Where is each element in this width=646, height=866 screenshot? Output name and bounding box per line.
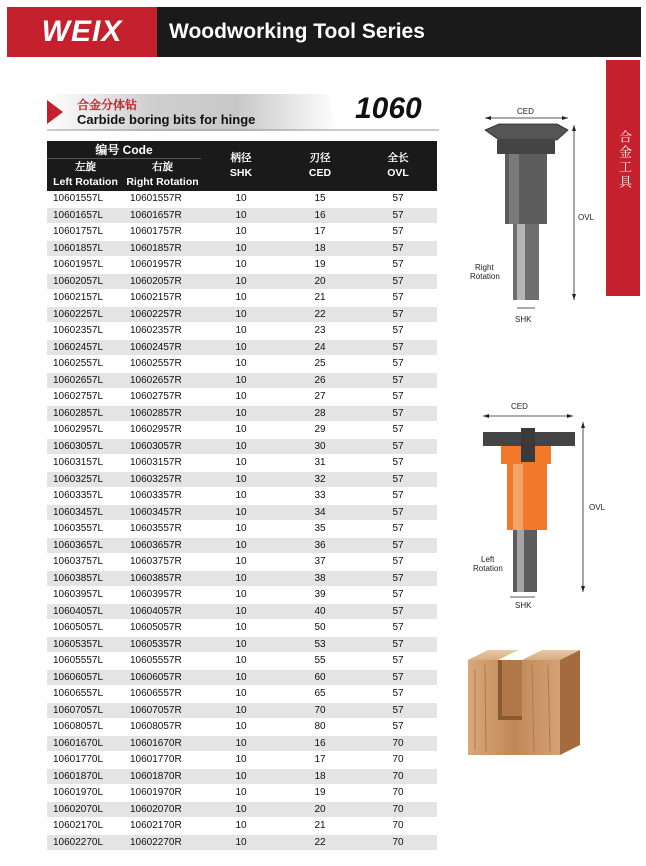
left-code-cell: 10605357L [47, 636, 124, 653]
left-code-cell: 10601970L [47, 785, 124, 802]
rotation-label-1: Right [475, 263, 494, 272]
ovl-cell: 57 [359, 290, 437, 307]
shk-cell: 10 [201, 686, 281, 703]
ced-header-en: CED [308, 167, 332, 179]
table-row [47, 455, 437, 472]
right-code-cell: 10601957R [124, 257, 201, 274]
ced-cell: 17 [281, 752, 359, 769]
table-row [47, 372, 437, 389]
right-code-cell: 10606057R [124, 669, 201, 686]
shk-cell: 10 [201, 405, 281, 422]
shk-cell: 10 [201, 455, 281, 472]
shk-header-en: SHK [229, 167, 253, 179]
ced-cell: 20 [281, 273, 359, 290]
right-rotation-bit-figure [465, 100, 605, 330]
ovl-cell: 57 [359, 570, 437, 587]
ced-cell: 30 [281, 438, 359, 455]
shk-cell: 10 [201, 834, 281, 851]
brand-logo-box [7, 7, 157, 57]
right-code-cell: 10602857R [124, 405, 201, 422]
table-row [47, 620, 437, 637]
left-header-cn: 左旋 [75, 161, 96, 173]
rotation-label-4: Rotation [473, 564, 503, 573]
table-row [47, 768, 437, 785]
shk-cell: 10 [201, 554, 281, 571]
ced-cell: 40 [281, 603, 359, 620]
ced-cell: 55 [281, 653, 359, 670]
ovl-cell: 57 [359, 653, 437, 670]
ced-cell: 22 [281, 834, 359, 851]
shk-cell: 10 [201, 521, 281, 538]
shk-cell: 10 [201, 224, 281, 241]
right-code-cell: 10602457R [124, 339, 201, 356]
right-code-cell: 10605057R [124, 620, 201, 637]
ced-cell: 33 [281, 488, 359, 505]
ovl-cell: 57 [359, 273, 437, 290]
ovl-cell: 57 [359, 669, 437, 686]
ced-cell: 16 [281, 735, 359, 752]
ovl-cell: 57 [359, 702, 437, 719]
ovl-header-cn: 全长 [387, 152, 409, 164]
shk-cell: 10 [201, 323, 281, 340]
ced-cell: 34 [281, 504, 359, 521]
ced-cell: 25 [281, 356, 359, 373]
ovl-cell: 57 [359, 422, 437, 439]
brand-logo: WEIX [41, 15, 123, 48]
table-row [47, 207, 437, 224]
ced-label: CED [517, 107, 534, 116]
ovl-cell: 57 [359, 389, 437, 406]
ced-cell: 19 [281, 257, 359, 274]
table-row [47, 273, 437, 290]
shk-cell: 10 [201, 240, 281, 257]
left-code-cell: 10602657L [47, 372, 124, 389]
ced-cell: 65 [281, 686, 359, 703]
ced-cell: 37 [281, 554, 359, 571]
table-row [47, 504, 437, 521]
left-code-cell: 10603657L [47, 537, 124, 554]
right-code-cell: 10601670R [124, 735, 201, 752]
table-row [47, 521, 437, 538]
right-header-cn: 右旋 [152, 161, 173, 173]
ced-header-cn: 刃径 [309, 152, 331, 164]
ced-cell: 19 [281, 785, 359, 802]
left-code-cell: 10602557L [47, 356, 124, 373]
right-code-cell: 10602957R [124, 422, 201, 439]
table-row [47, 636, 437, 653]
ced-cell: 70 [281, 702, 359, 719]
ced-cell: 28 [281, 405, 359, 422]
ovl-cell: 57 [359, 405, 437, 422]
right-code-cell: 10601970R [124, 785, 201, 802]
right-code-cell: 10606557R [124, 686, 201, 703]
ced-cell: 50 [281, 620, 359, 637]
left-code-cell: 10602757L [47, 389, 124, 406]
left-code-cell: 10601670L [47, 735, 124, 752]
right-header-en: Right Rotation [126, 176, 199, 188]
ced-cell: 15 [281, 191, 359, 207]
shk-cell: 10 [201, 587, 281, 604]
right-code-cell: 10601770R [124, 752, 201, 769]
ced-cell: 22 [281, 306, 359, 323]
side-category-label: 合金工具 [616, 130, 631, 190]
shk-cell: 10 [201, 636, 281, 653]
shk-header-cn: 柄径 [230, 152, 252, 164]
ovl-cell: 70 [359, 818, 437, 835]
right-code-cell: 10602557R [124, 356, 201, 373]
table-row [47, 702, 437, 719]
ovl-label: OVL [578, 213, 595, 222]
ovl-cell: 57 [359, 719, 437, 736]
right-code-cell: 10607057R [124, 702, 201, 719]
table-row [47, 306, 437, 323]
shk-cell: 10 [201, 438, 281, 455]
ovl-header [359, 141, 437, 191]
ced-cell: 26 [281, 372, 359, 389]
right-code-cell: 10601870R [124, 768, 201, 785]
right-code-cell: 10603757R [124, 554, 201, 571]
ovl-cell: 57 [359, 191, 437, 207]
ced-cell: 80 [281, 719, 359, 736]
ovl-cell: 70 [359, 735, 437, 752]
shk-cell: 10 [201, 620, 281, 637]
left-code-cell: 10603057L [47, 438, 124, 455]
ovl-cell: 57 [359, 207, 437, 224]
table-row [47, 554, 437, 571]
wood-sample-figure [460, 640, 585, 765]
ovl-cell: 70 [359, 752, 437, 769]
ovl-cell: 57 [359, 356, 437, 373]
ced-cell: 39 [281, 587, 359, 604]
shk-header [201, 141, 281, 191]
code-header: 编号 Code [47, 141, 201, 159]
shk-cell: 10 [201, 785, 281, 802]
table-row [47, 801, 437, 818]
right-code-cell: 10602170R [124, 818, 201, 835]
right-code-cell: 10603257R [124, 471, 201, 488]
left-code-cell: 10602457L [47, 339, 124, 356]
left-code-cell: 10601857L [47, 240, 124, 257]
left-code-cell: 10601757L [47, 224, 124, 241]
right-code-cell: 10603357R [124, 488, 201, 505]
ovl-cell: 57 [359, 306, 437, 323]
ovl-cell: 57 [359, 372, 437, 389]
table-row [47, 290, 437, 307]
ced-cell: 53 [281, 636, 359, 653]
left-code-cell: 10602957L [47, 422, 124, 439]
shk-cell: 10 [201, 735, 281, 752]
ovl-cell: 57 [359, 537, 437, 554]
ovl-cell: 57 [359, 240, 437, 257]
shk-cell: 10 [201, 471, 281, 488]
ced-cell: 32 [281, 471, 359, 488]
left-code-cell: 10603857L [47, 570, 124, 587]
table-row [47, 422, 437, 439]
ced-cell: 21 [281, 818, 359, 835]
ced-cell: 29 [281, 422, 359, 439]
spec-table-body [47, 191, 437, 851]
ovl-cell: 57 [359, 620, 437, 637]
table-row [47, 488, 437, 505]
side-category-tab [606, 60, 640, 296]
right-code-cell: 10602057R [124, 273, 201, 290]
ovl-cell: 57 [359, 471, 437, 488]
right-code-cell: 10603957R [124, 587, 201, 604]
ovl-cell: 57 [359, 455, 437, 472]
shk-cell: 10 [201, 290, 281, 307]
ced-cell: 16 [281, 207, 359, 224]
ced-cell: 27 [281, 389, 359, 406]
ovl-cell: 57 [359, 636, 437, 653]
table-row [47, 224, 437, 241]
shk-label: SHK [515, 315, 532, 324]
ced-cell: 24 [281, 339, 359, 356]
left-code-cell: 10602357L [47, 323, 124, 340]
table-row [47, 834, 437, 851]
left-code-cell: 10602270L [47, 834, 124, 851]
ovl-cell: 57 [359, 587, 437, 604]
section-banner [47, 94, 439, 131]
left-code-cell: 10603957L [47, 587, 124, 604]
shk-cell: 10 [201, 801, 281, 818]
right-code-cell: 10603557R [124, 521, 201, 538]
ovl-cell: 70 [359, 785, 437, 802]
left-code-cell: 10601657L [47, 207, 124, 224]
shk-cell: 10 [201, 653, 281, 670]
shk-cell: 10 [201, 257, 281, 274]
ced-cell: 17 [281, 224, 359, 241]
shk-cell: 10 [201, 422, 281, 439]
right-code-cell: 10601857R [124, 240, 201, 257]
ovl-cell: 57 [359, 339, 437, 356]
shk-cell: 10 [201, 719, 281, 736]
bit-shank [513, 224, 539, 300]
ced-header [281, 141, 359, 191]
left-code-cell: 10602257L [47, 306, 124, 323]
left-code-cell: 10603357L [47, 488, 124, 505]
ovl-cell: 57 [359, 686, 437, 703]
table-row [47, 339, 437, 356]
table-row [47, 785, 437, 802]
right-code-cell: 10602157R [124, 290, 201, 307]
table-row [47, 191, 437, 207]
right-code-cell: 10601557R [124, 191, 201, 207]
ovl-cell: 70 [359, 834, 437, 851]
table-row [47, 323, 437, 340]
left-code-cell: 10605057L [47, 620, 124, 637]
shk-cell: 10 [201, 752, 281, 769]
table-row [47, 603, 437, 620]
shk-cell: 10 [201, 306, 281, 323]
left-code-cell: 10601770L [47, 752, 124, 769]
right-code-cell: 10608057R [124, 719, 201, 736]
right-code-cell: 10602757R [124, 389, 201, 406]
shk-cell: 10 [201, 356, 281, 373]
page-header [7, 7, 641, 57]
ced-cell: 21 [281, 290, 359, 307]
ovl-cell: 57 [359, 488, 437, 505]
right-code-cell: 10603657R [124, 537, 201, 554]
right-code-cell: 10602070R [124, 801, 201, 818]
ovl-cell: 57 [359, 504, 437, 521]
left-code-cell: 10602157L [47, 290, 124, 307]
rotation-label-3: Left [481, 555, 495, 564]
table-row [47, 405, 437, 422]
right-code-cell: 10602357R [124, 323, 201, 340]
table-row [47, 686, 437, 703]
left-code-cell: 10603457L [47, 504, 124, 521]
table-row [47, 570, 437, 587]
shk-cell: 10 [201, 537, 281, 554]
table-row [47, 719, 437, 736]
right-code-cell: 10601657R [124, 207, 201, 224]
left-header-en: Left Rotation [53, 176, 118, 188]
shk-cell: 10 [201, 273, 281, 290]
ced-cell: 23 [281, 323, 359, 340]
right-code-cell: 10603057R [124, 438, 201, 455]
ced-cell: 18 [281, 240, 359, 257]
left-code-cell: 10602170L [47, 818, 124, 835]
left-code-cell: 10606057L [47, 669, 124, 686]
right-code-cell: 10602257R [124, 306, 201, 323]
left-code-cell: 10606557L [47, 686, 124, 703]
rotation-label-2: Rotation [470, 272, 500, 281]
table-row [47, 240, 437, 257]
ovl-cell: 57 [359, 438, 437, 455]
table-row [47, 818, 437, 835]
right-code-cell: 10605557R [124, 653, 201, 670]
left-code-cell: 10607057L [47, 702, 124, 719]
right-code-cell: 10601757R [124, 224, 201, 241]
ovl-cell: 57 [359, 224, 437, 241]
ovl-cell: 70 [359, 768, 437, 785]
shk-cell: 10 [201, 702, 281, 719]
ced-cell: 60 [281, 669, 359, 686]
shk-cell: 10 [201, 372, 281, 389]
series-title: Woodworking Tool Series [169, 20, 425, 43]
ced-cell: 20 [281, 801, 359, 818]
ced-label-2: CED [511, 402, 528, 411]
left-code-cell: 10602857L [47, 405, 124, 422]
section-title-cn: 合金分体钻 [77, 98, 138, 112]
left-code-cell: 10603157L [47, 455, 124, 472]
left-rotation-header [47, 159, 124, 192]
table-row [47, 653, 437, 670]
ovl-cell: 57 [359, 554, 437, 571]
shk-cell: 10 [201, 818, 281, 835]
ovl-cell: 57 [359, 257, 437, 274]
ced-cell: 31 [281, 455, 359, 472]
left-code-cell: 10602057L [47, 273, 124, 290]
left-rotation-bit-figure [465, 400, 615, 615]
left-code-cell: 10603557L [47, 521, 124, 538]
left-code-cell: 10602070L [47, 801, 124, 818]
table-row [47, 735, 437, 752]
shk-cell: 10 [201, 669, 281, 686]
right-rotation-header [124, 159, 201, 192]
ced-cell: 18 [281, 768, 359, 785]
left-code-cell: 10605557L [47, 653, 124, 670]
table-row [47, 537, 437, 554]
shk-cell: 10 [201, 768, 281, 785]
spec-table [47, 141, 437, 851]
ovl-label-2: OVL [589, 503, 606, 512]
left-code-cell: 10601870L [47, 768, 124, 785]
ced-cell: 38 [281, 570, 359, 587]
ovl-cell: 57 [359, 603, 437, 620]
shk-label-2: SHK [515, 601, 532, 610]
left-code-cell: 10608057L [47, 719, 124, 736]
right-code-cell: 10605357R [124, 636, 201, 653]
right-code-cell: 10603157R [124, 455, 201, 472]
bit-shank-2 [513, 530, 537, 592]
shk-cell: 10 [201, 570, 281, 587]
shk-cell: 10 [201, 488, 281, 505]
shk-cell: 10 [201, 191, 281, 207]
right-code-cell: 10604057R [124, 603, 201, 620]
bit-cutter-head [485, 124, 568, 140]
ovl-cell: 57 [359, 521, 437, 538]
left-code-cell: 10603257L [47, 471, 124, 488]
left-code-cell: 10601957L [47, 257, 124, 274]
shk-cell: 10 [201, 389, 281, 406]
ovl-cell: 57 [359, 323, 437, 340]
table-row [47, 356, 437, 373]
ovl-cell: 70 [359, 801, 437, 818]
right-code-cell: 10602657R [124, 372, 201, 389]
left-code-cell: 10603757L [47, 554, 124, 571]
table-row [47, 389, 437, 406]
ovl-header-en: OVL [387, 167, 409, 179]
model-number: 1060 [355, 92, 422, 125]
left-code-cell: 10601557L [47, 191, 124, 207]
ced-cell: 35 [281, 521, 359, 538]
right-code-cell: 10603857R [124, 570, 201, 587]
table-row [47, 257, 437, 274]
shk-cell: 10 [201, 504, 281, 521]
right-code-cell: 10602270R [124, 834, 201, 851]
table-row [47, 669, 437, 686]
section-title-en: Carbide boring bits for hinge [77, 112, 256, 127]
shk-cell: 10 [201, 339, 281, 356]
table-row [47, 587, 437, 604]
section-arrow-icon [47, 100, 63, 124]
right-code-cell: 10603457R [124, 504, 201, 521]
table-row [47, 471, 437, 488]
shk-cell: 10 [201, 603, 281, 620]
shk-cell: 10 [201, 207, 281, 224]
table-row [47, 752, 437, 769]
table-row [47, 438, 437, 455]
left-code-cell: 10604057L [47, 603, 124, 620]
ced-cell: 36 [281, 537, 359, 554]
